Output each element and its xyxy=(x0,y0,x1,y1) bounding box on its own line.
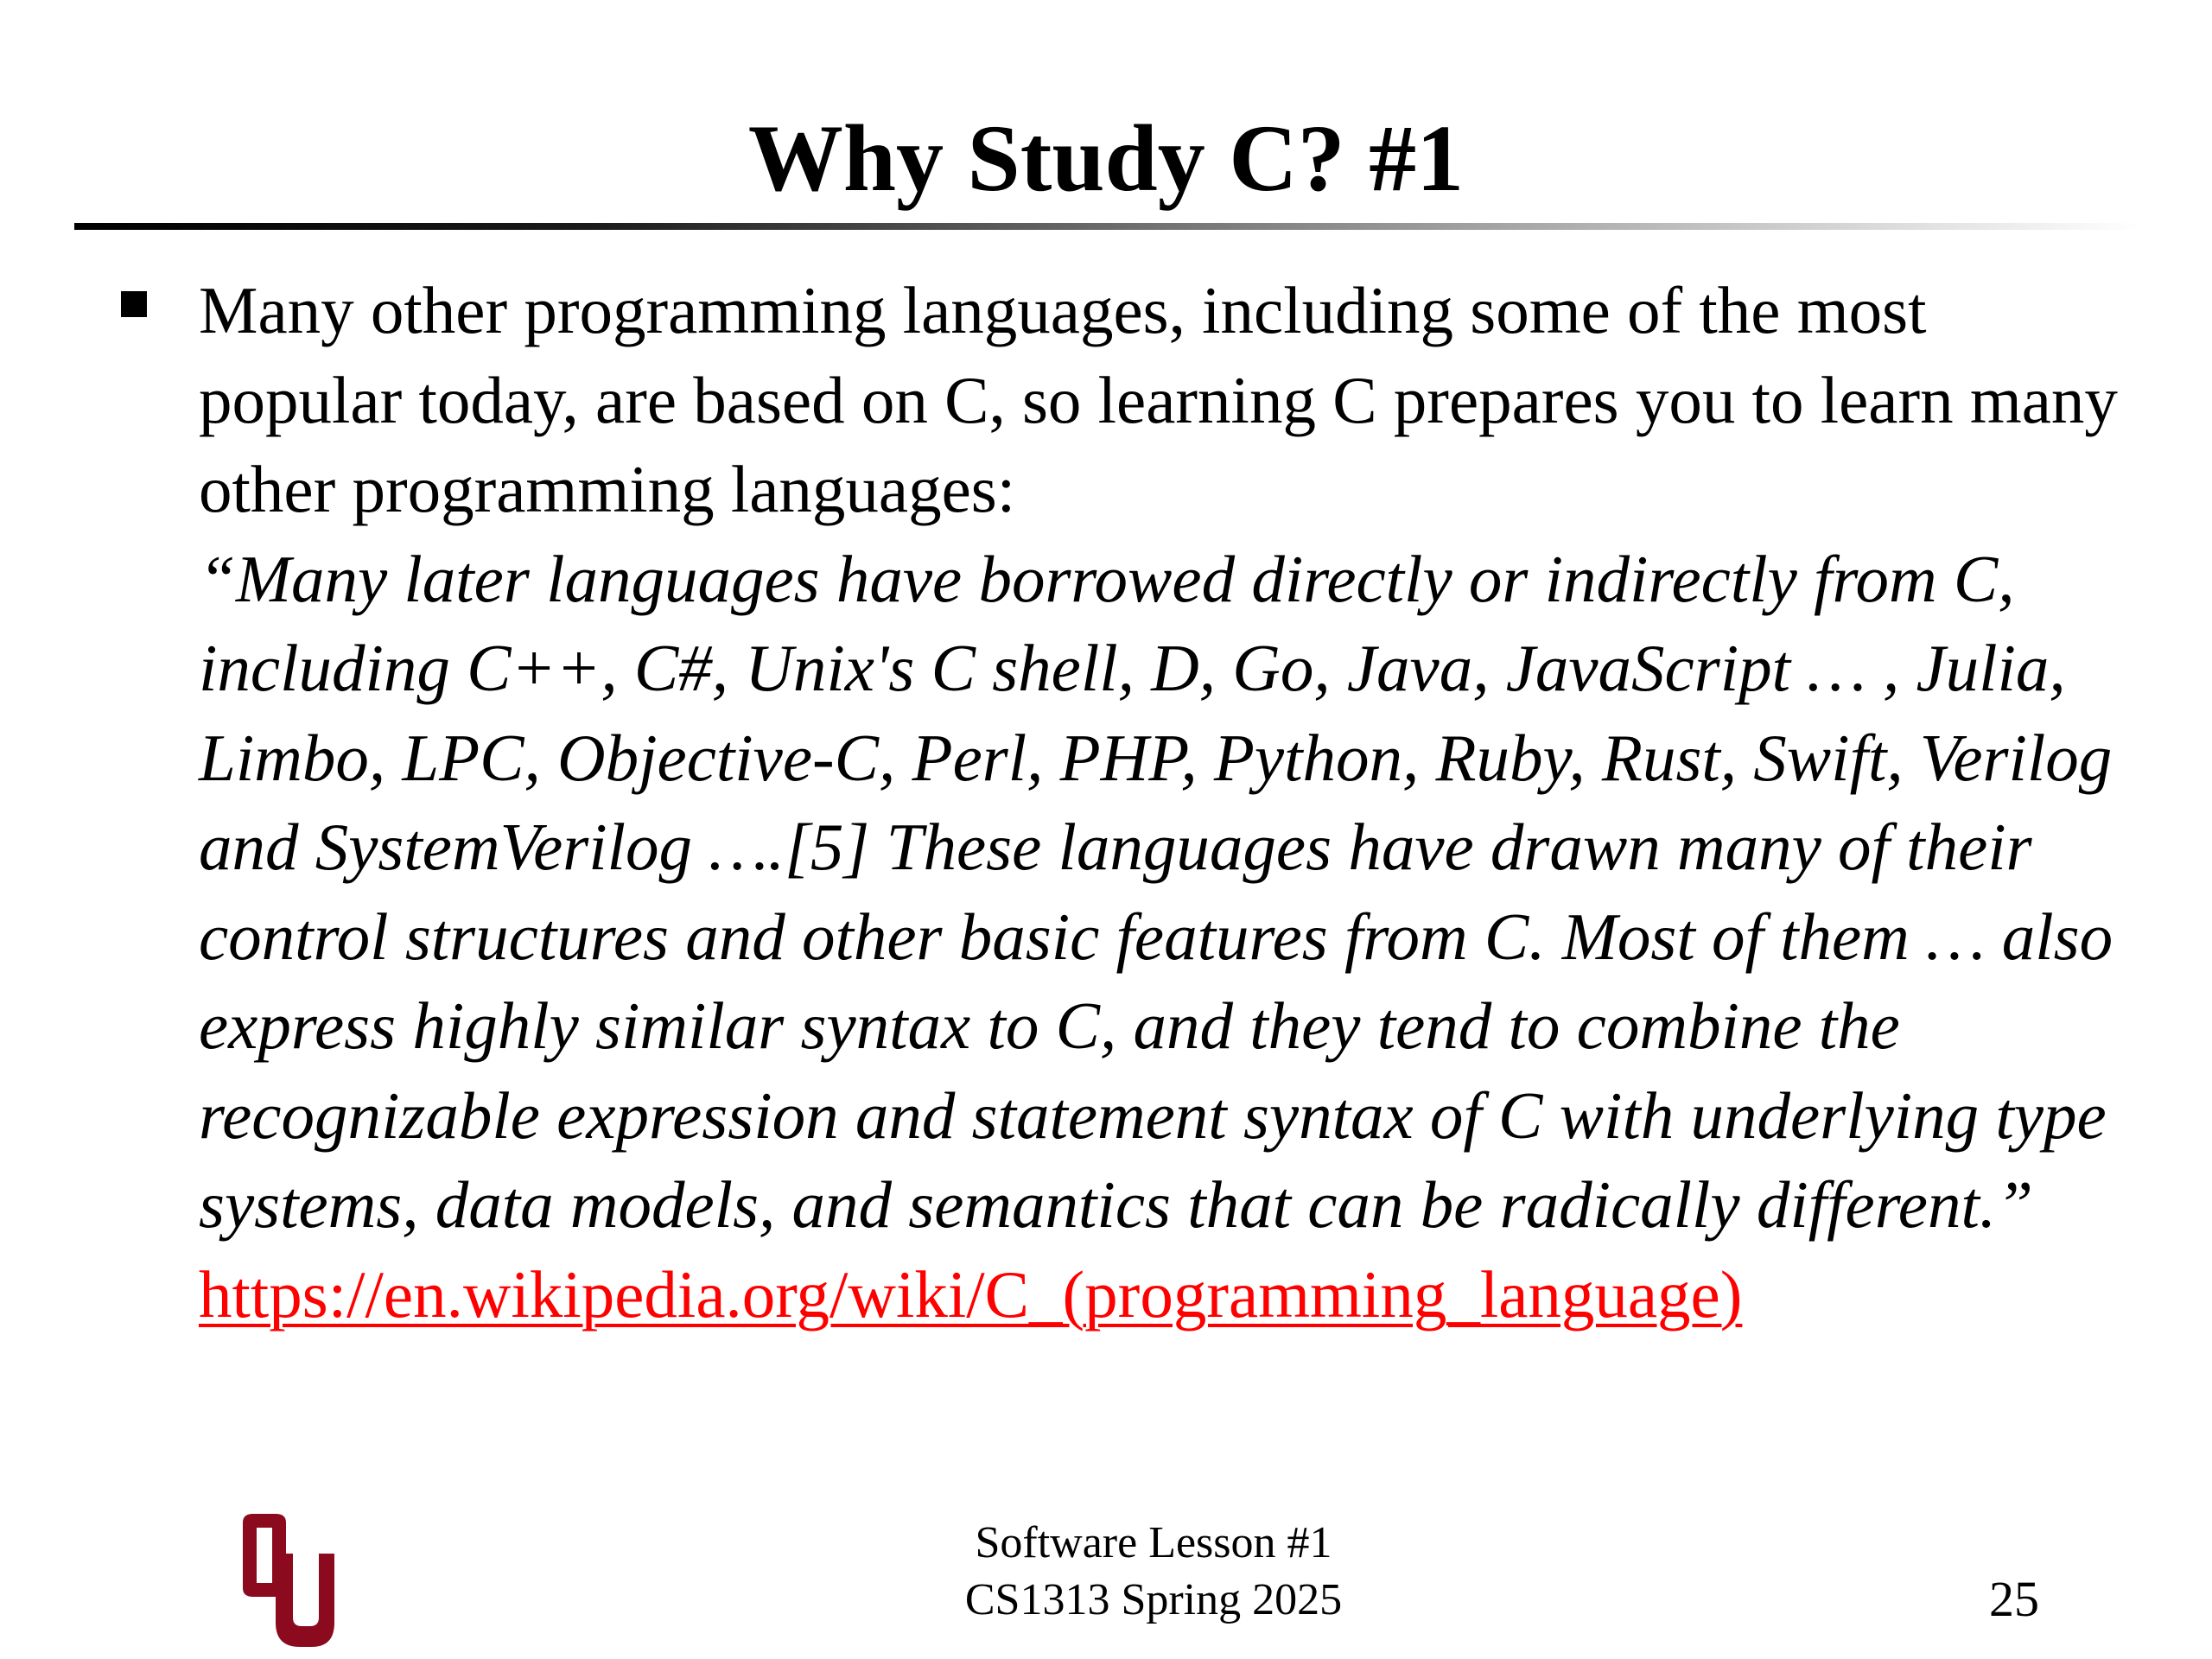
bullet-text: Many other programming languages, including some of the most popular today, are based on C, so learning C prepares you to learn many other programming languages: xyxy=(199,273,2118,526)
footer-term: CS1313 Spring 2025 xyxy=(964,1575,1343,1624)
page-number: 25 xyxy=(1989,1571,2039,1627)
wikipedia-quote: “Many later languages have borrowed directly or indirectly from C, including C++, C#, Unix's C shell, D, Go, Java, JavaScript … , Julia, Limbo, LPC, Objective-C, Perl, PHP, Python, Ruby, Rust, Swift, Verilog and SystemVerilog ….[5] These languages have drawn many of their control structures and other basic features from C. Most of them … also express highly similar syntax to C, and they tend to combine the recognizable expression and statement syntax of C with underlying type systems, data models, and semantics that can be radically different.” xyxy=(199,541,2113,1242)
footer-course-info xyxy=(0,1515,2212,1629)
wikipedia-link[interactable]: https://en.wikipedia.org/wiki/C_(programming_language) xyxy=(199,1256,1743,1332)
slide-title: Why Study C? #1 xyxy=(747,105,1465,211)
bullet-body xyxy=(199,266,2134,1339)
footer-lesson: Software Lesson #1 xyxy=(975,1518,1332,1567)
title-divider xyxy=(74,223,2139,230)
square-bullet-icon xyxy=(121,291,147,317)
